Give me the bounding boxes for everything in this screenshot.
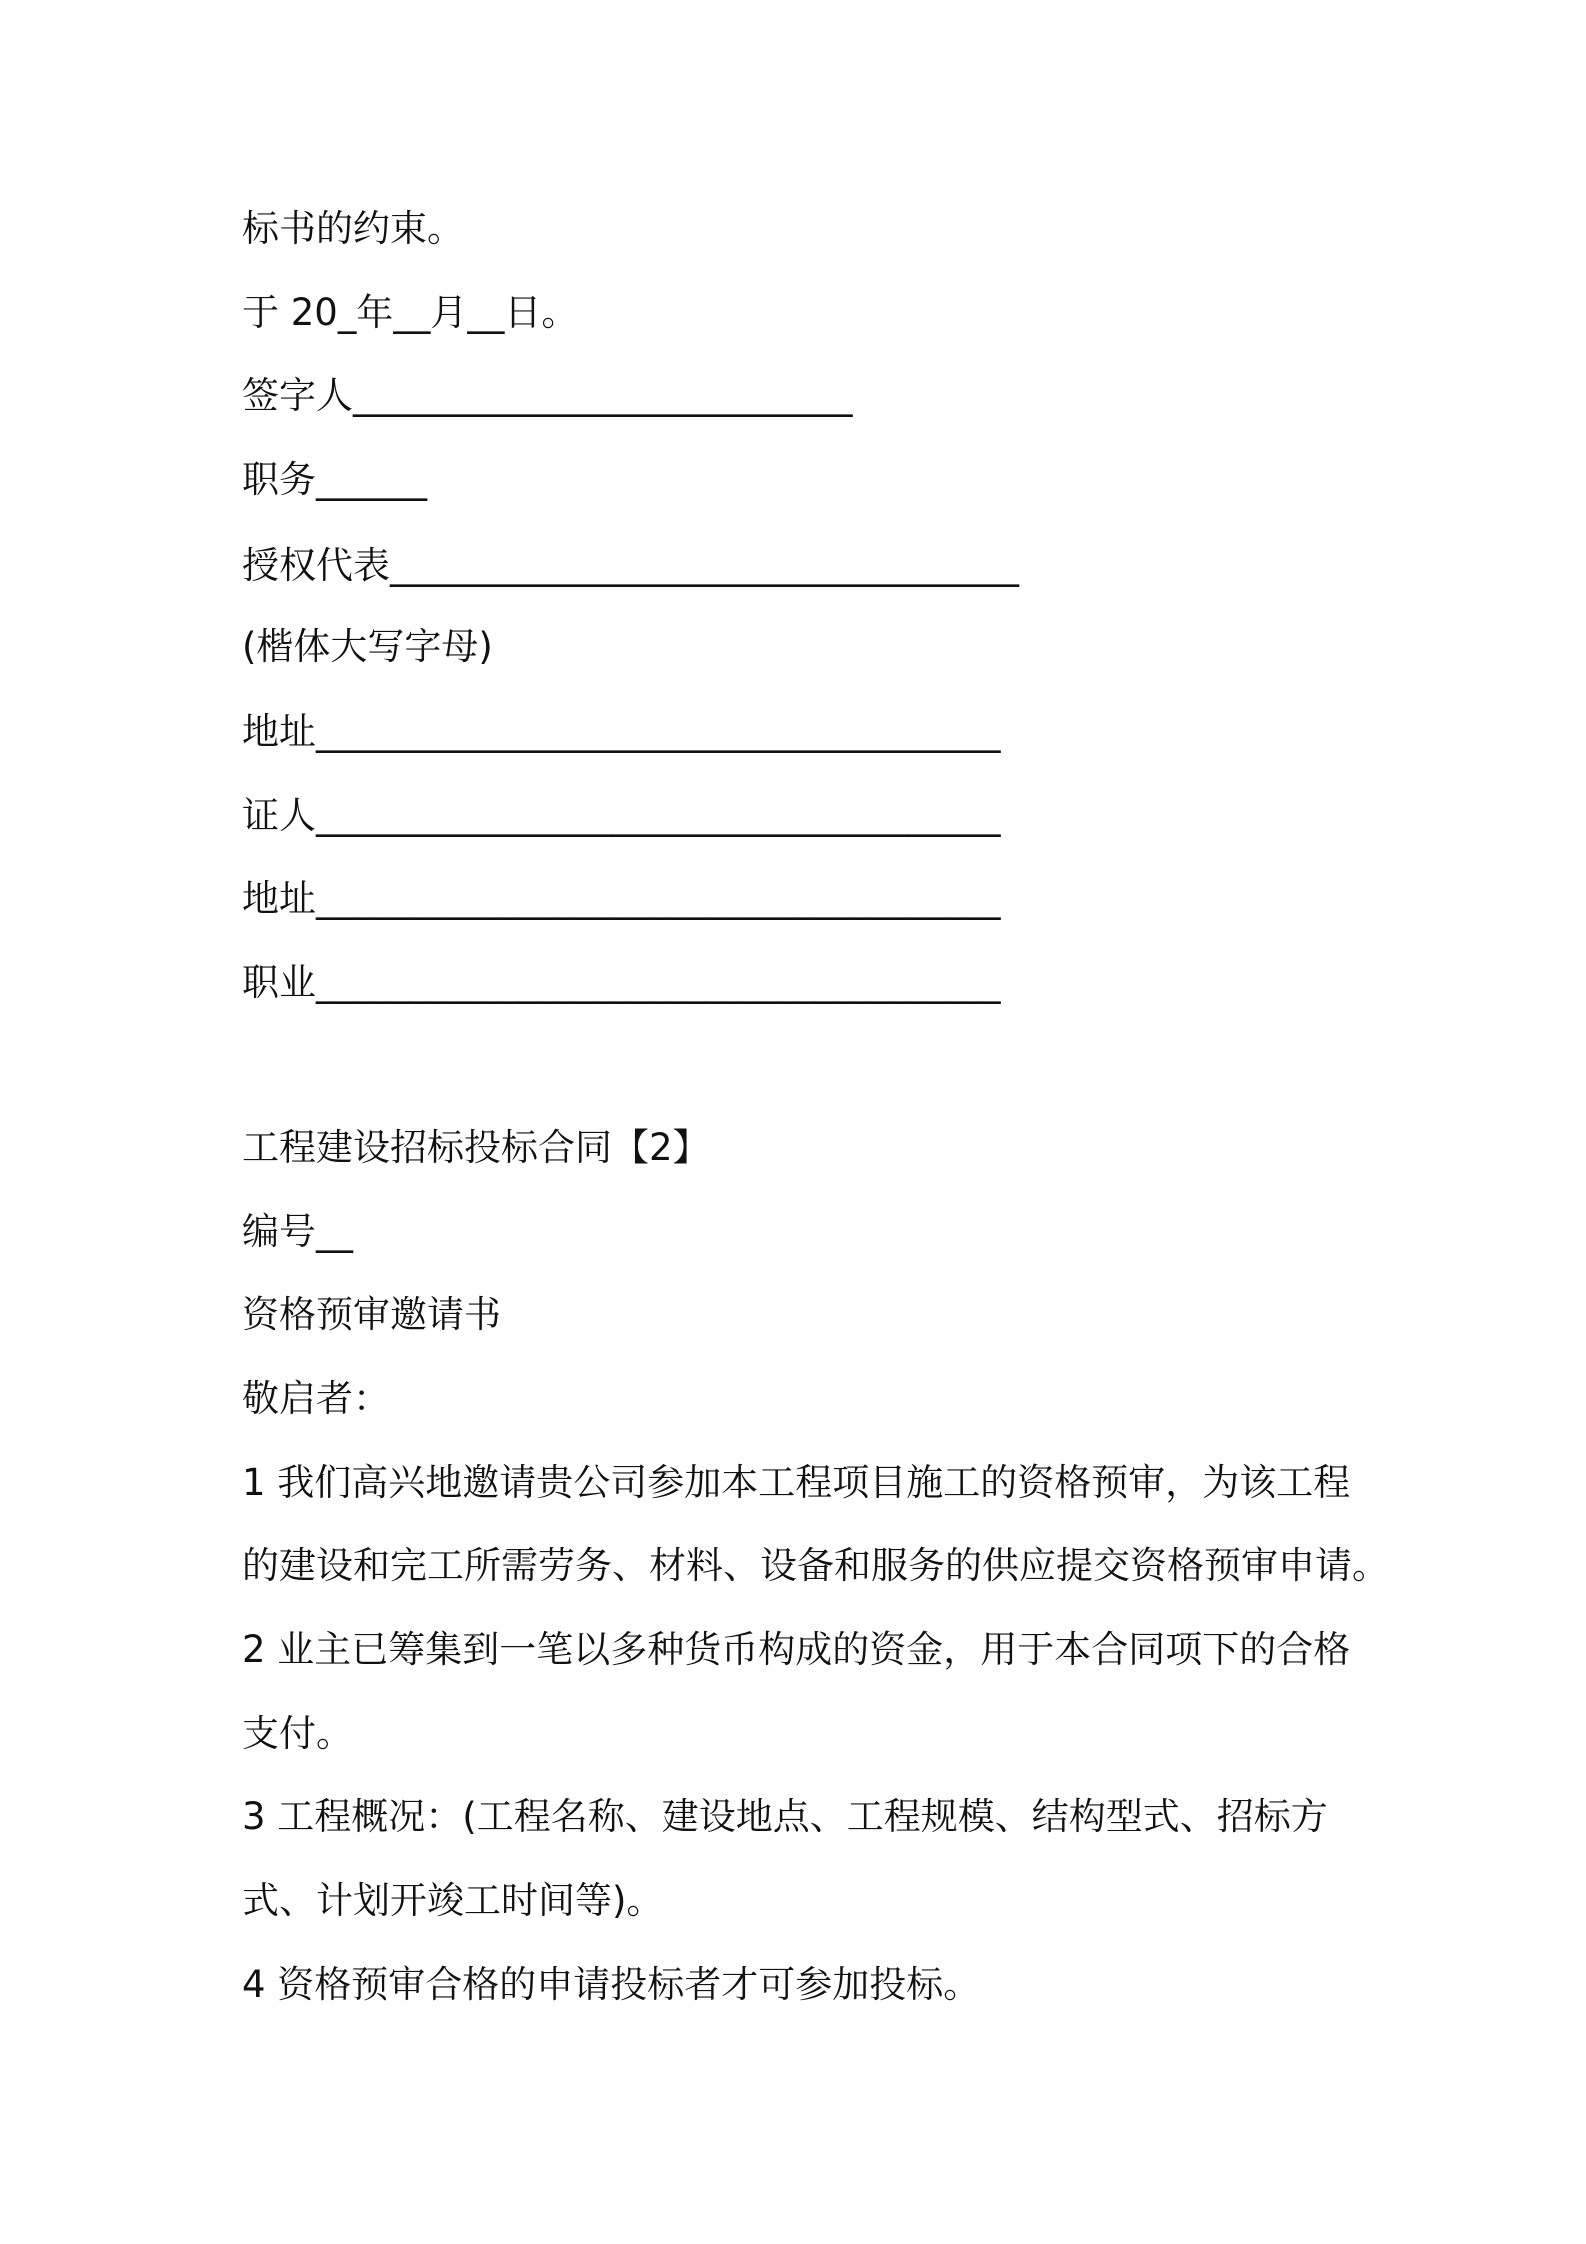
- section-title: 工程建设招标投标合同【2】: [242, 1126, 710, 1169]
- text-line-authorized-representative: 授权代表__________________________________: [242, 544, 1019, 587]
- paragraph-1-line-1: 1 我们高兴地邀请贵公司参加本工程项目施工的资格预审，为该工程: [242, 1461, 1351, 1504]
- paragraph-3-line-2: 式、计划开竣工时间等)。: [242, 1879, 664, 1922]
- paragraph-2-line-2: 支付。: [242, 1712, 353, 1755]
- paragraph-3-line-1: 3 工程概况：(工程名称、建设地点、工程规模、结构型式、招标方: [242, 1795, 1328, 1838]
- paragraph-2-line-1: 2 业主已筹集到一笔以多种货币构成的资金，用于本合同项下的合格: [242, 1628, 1351, 1671]
- text-line-address-1: 地址_____________________________________: [242, 710, 1001, 753]
- text-line-salutation: 敬启者：: [242, 1377, 390, 1420]
- text-line-position: 职务______: [242, 458, 427, 501]
- text-line-occupation: 职业_____________________________________: [242, 961, 1001, 1004]
- paragraph-1-line-2: 的建设和完工所需劳务、材料、设备和服务的供应提交资格预审申请。: [242, 1544, 1389, 1587]
- text-line-bid-constraint: 标书的约束。: [242, 207, 464, 250]
- text-line-number: 编号__: [242, 1210, 353, 1253]
- text-line-signatory: 签字人___________________________: [242, 374, 853, 417]
- paragraph-4-line-1: 4 资格预审合格的申请投标者才可参加投标。: [242, 1963, 981, 2006]
- text-line-invitation-title: 资格预审邀请书: [242, 1293, 501, 1336]
- text-line-date: 于 20_年__月__日。: [242, 291, 579, 334]
- text-line-witness: 证人_____________________________________: [242, 794, 1001, 837]
- text-line-block-capitals: (楷体大写字母): [242, 625, 493, 668]
- text-line-address-2: 地址_____________________________________: [242, 877, 1001, 920]
